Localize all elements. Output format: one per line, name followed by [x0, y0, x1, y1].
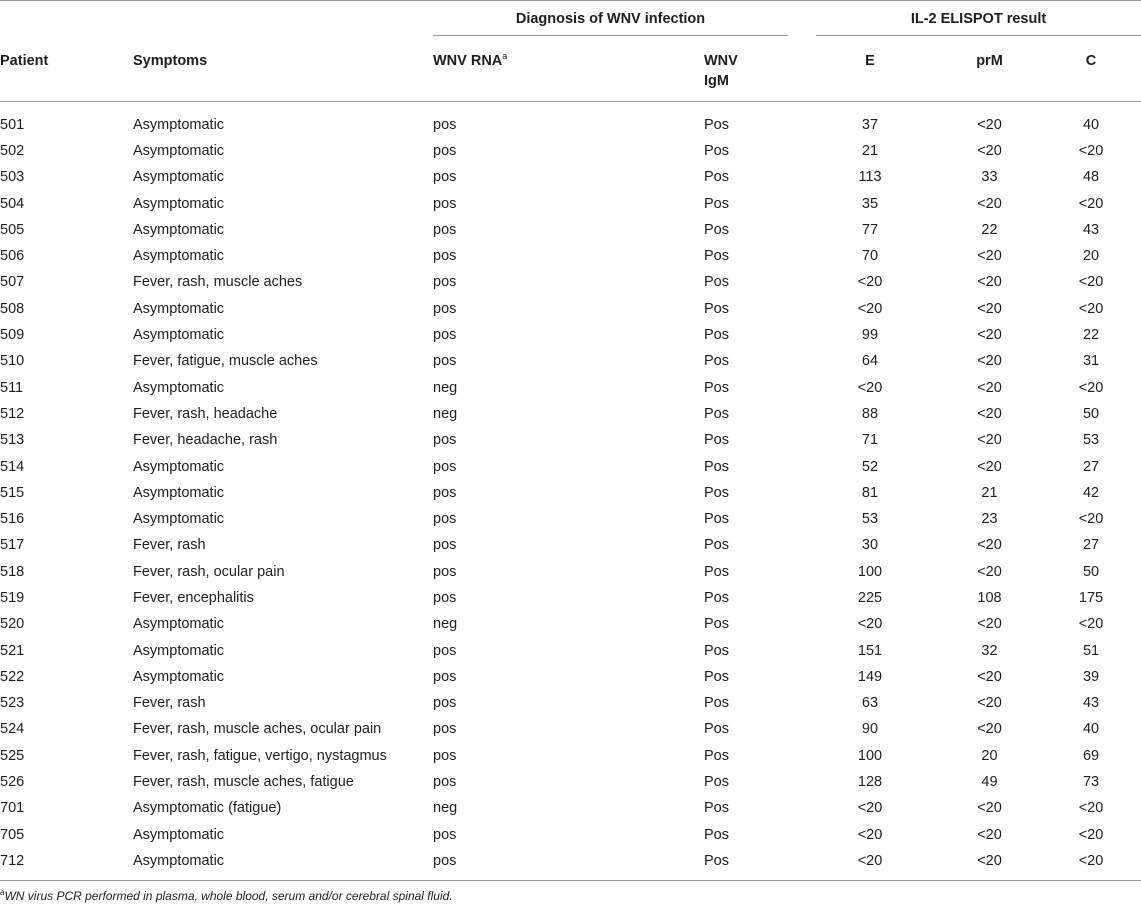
cell-symptoms: Fever, rash, muscle aches, fatigue — [133, 774, 354, 791]
cell-wnv-igm: Pos — [704, 852, 729, 869]
cell-c: <20 — [1078, 852, 1104, 869]
group-diagnosis-label: Diagnosis of WNV infection — [433, 2, 788, 36]
cell-c: <20 — [1078, 379, 1104, 396]
cell-c: 51 — [1082, 642, 1100, 659]
cell-symptoms: Fever, rash — [133, 695, 206, 712]
cell-prm: <20 — [977, 800, 1002, 817]
cell-symptoms: Asymptomatic — [133, 668, 225, 685]
cell-c: <20 — [1078, 511, 1104, 528]
table-row — [0, 296, 1141, 322]
cell-prm: <20 — [977, 432, 1002, 449]
cell-symptoms: Fever, rash, muscle aches — [133, 274, 303, 291]
cell-wnv-rna: pos — [433, 721, 457, 738]
cell-c: <20 — [1078, 800, 1104, 817]
cell-patient: 512 — [0, 405, 25, 422]
cell-prm: 20 — [981, 747, 998, 764]
cell-wnv-rna: pos — [433, 826, 457, 843]
cell-prm: <20 — [977, 563, 1002, 580]
cell-patient: 514 — [0, 458, 25, 475]
table-row — [0, 322, 1141, 348]
cell-prm: <20 — [977, 142, 1002, 159]
cell-patient: 516 — [0, 511, 25, 528]
cell-wnv-igm: Pos — [704, 221, 729, 238]
cell-patient: 504 — [0, 195, 25, 212]
table-row — [0, 743, 1141, 769]
cell-prm: <20 — [977, 668, 1002, 685]
cell-e: 37 — [861, 116, 879, 133]
header-group-elispot — [802, 1, 1141, 38]
cell-symptoms: Asymptomatic — [133, 116, 225, 133]
cell-prm: <20 — [977, 327, 1002, 344]
cell-e: <20 — [857, 300, 883, 317]
cell-wnv-rna: pos — [433, 695, 457, 712]
table-footnote — [0, 889, 453, 903]
cell-c: <20 — [1078, 274, 1104, 291]
cell-symptoms: Asymptomatic — [133, 300, 225, 317]
table-row — [0, 138, 1141, 164]
cell-c: 48 — [1082, 169, 1100, 186]
cell-wnv-rna: pos — [433, 195, 457, 212]
cell-e: 21 — [861, 142, 879, 159]
cell-patient: 515 — [0, 484, 25, 501]
cell-prm: <20 — [977, 248, 1002, 265]
cell-prm: <20 — [977, 195, 1002, 212]
cell-symptoms: Fever, headache, rash — [133, 432, 278, 449]
cell-wnv-igm: Pos — [704, 537, 729, 554]
table-row — [0, 690, 1141, 716]
cell-wnv-rna: pos — [433, 300, 457, 317]
cell-patient: 522 — [0, 668, 25, 685]
cell-e: 88 — [861, 405, 879, 422]
cell-patient: 526 — [0, 774, 25, 791]
table-row — [0, 348, 1141, 374]
cell-c: <20 — [1078, 826, 1104, 843]
cell-wnv-rna: pos — [433, 642, 457, 659]
cell-c: 69 — [1082, 747, 1100, 764]
table-row — [0, 611, 1141, 637]
cell-c: <20 — [1078, 616, 1104, 633]
cell-patient: 524 — [0, 721, 25, 738]
group-elispot-label: IL-2 ELISPOT result — [816, 2, 1141, 36]
cell-patient: 517 — [0, 537, 25, 554]
cell-wnv-rna: pos — [433, 589, 457, 606]
cell-e: 100 — [857, 563, 883, 580]
cell-wnv-rna: pos — [433, 327, 457, 344]
cell-wnv-igm: Pos — [704, 379, 729, 396]
cell-wnv-rna: pos — [433, 248, 457, 265]
table-body — [0, 101, 1141, 881]
cell-e: 35 — [861, 195, 879, 212]
column-header-patient: Patient — [0, 53, 49, 69]
cell-c: 27 — [1082, 537, 1100, 554]
cell-prm: 33 — [981, 169, 998, 186]
cell-wnv-igm: Pos — [704, 616, 729, 633]
cell-patient: 502 — [0, 142, 25, 159]
cell-symptoms: Asymptomatic — [133, 616, 225, 633]
cell-wnv-igm: Pos — [704, 169, 729, 186]
cell-wnv-rna: neg — [433, 800, 458, 817]
cell-wnv-rna: pos — [433, 774, 457, 791]
table-header — [0, 1, 1141, 102]
table-row — [0, 164, 1141, 190]
cell-patient: 705 — [0, 826, 25, 843]
cell-patient: 511 — [0, 379, 24, 396]
cell-prm: <20 — [977, 405, 1002, 422]
cell-wnv-rna: pos — [433, 668, 457, 685]
cell-c: 50 — [1082, 563, 1100, 580]
cell-patient: 506 — [0, 248, 25, 265]
wnv-rna-footnote-marker: a — [502, 51, 508, 62]
table-row — [0, 585, 1141, 611]
cell-wnv-rna: pos — [433, 432, 457, 449]
cell-symptoms: Fever, rash — [133, 537, 206, 554]
cell-c: <20 — [1078, 195, 1104, 212]
cell-e: 63 — [861, 695, 879, 712]
cell-wnv-igm: Pos — [704, 800, 729, 817]
cell-wnv-igm: Pos — [704, 668, 729, 685]
cell-wnv-rna: pos — [433, 274, 457, 291]
column-header-symptoms: Symptoms — [133, 53, 208, 69]
cell-symptoms: Asymptomatic — [133, 511, 225, 528]
wnv-igm-label-line1: WNV — [704, 53, 738, 69]
cell-wnv-igm: Pos — [704, 116, 729, 133]
footnote-text: WN virus PCR performed in plasma, whole blood, serum and/or cerebral spinal fluid. — [4, 889, 453, 903]
cell-wnv-igm: Pos — [704, 774, 729, 791]
cell-c: 42 — [1082, 484, 1100, 501]
cell-wnv-rna: pos — [433, 537, 457, 554]
table-row — [0, 716, 1141, 742]
cell-patient: 701 — [0, 800, 25, 817]
cell-symptoms: Asymptomatic — [133, 484, 225, 501]
cell-c: 43 — [1082, 221, 1100, 238]
header-group-diagnosis — [433, 1, 802, 38]
cell-c: 39 — [1082, 668, 1100, 685]
cell-e: 113 — [858, 169, 882, 186]
cell-symptoms: Asymptomatic — [133, 221, 225, 238]
cell-symptoms: Asymptomatic — [133, 826, 225, 843]
cell-symptoms: Asymptomatic — [133, 852, 225, 869]
cell-symptoms: Fever, rash, fatigue, vertigo, nystagmus — [133, 747, 387, 764]
cell-wnv-rna: neg — [433, 405, 458, 422]
cell-prm: <20 — [977, 721, 1002, 738]
column-header-e: E — [865, 53, 875, 69]
cell-wnv-igm: Pos — [704, 142, 729, 159]
cell-e: 53 — [861, 511, 879, 528]
cell-c: 73 — [1082, 774, 1100, 791]
table-row — [0, 269, 1141, 295]
cell-patient: 518 — [0, 563, 25, 580]
cell-wnv-igm: Pos — [704, 274, 729, 291]
table-row — [0, 190, 1141, 216]
cell-prm: <20 — [977, 379, 1002, 396]
cell-patient: 501 — [0, 116, 25, 133]
cell-wnv-igm: Pos — [704, 511, 729, 528]
table-row — [0, 506, 1141, 532]
header-blank-patient — [0, 1, 133, 38]
cell-wnv-igm: Pos — [704, 353, 729, 370]
cell-prm: <20 — [977, 695, 1002, 712]
cell-c: 43 — [1082, 695, 1100, 712]
cell-patient: 508 — [0, 300, 25, 317]
cell-e: 90 — [861, 721, 879, 738]
table-row — [0, 559, 1141, 585]
cell-wnv-rna: pos — [433, 353, 457, 370]
cell-wnv-igm: Pos — [704, 327, 729, 344]
cell-patient: 521 — [0, 642, 25, 659]
cell-symptoms: Fever, encephalitis — [133, 589, 254, 606]
cell-symptoms: Asymptomatic — [133, 642, 225, 659]
cell-c: 27 — [1082, 458, 1100, 475]
cell-c: 31 — [1082, 353, 1100, 370]
cell-wnv-igm: Pos — [704, 563, 729, 580]
cell-prm: <20 — [977, 116, 1002, 133]
table-row — [0, 532, 1141, 558]
cell-e: <20 — [857, 379, 883, 396]
wnv-igm-label-line2: IgM — [704, 73, 729, 89]
cell-wnv-rna: pos — [433, 458, 457, 475]
cell-patient: 519 — [0, 589, 25, 606]
table-row — [0, 401, 1141, 427]
cell-prm: <20 — [977, 826, 1002, 843]
cell-patient: 510 — [0, 353, 25, 370]
cell-e: 149 — [857, 668, 883, 685]
table-row — [0, 453, 1141, 479]
cell-symptoms: Asymptomatic — [133, 379, 225, 396]
cell-wnv-igm: Pos — [704, 695, 729, 712]
cell-c: <20 — [1078, 300, 1104, 317]
cell-symptoms: Asymptomatic — [133, 169, 225, 186]
wnv-rna-label: WNV RNA — [433, 53, 503, 69]
table-row — [0, 848, 1141, 881]
cell-wnv-igm: Pos — [704, 405, 729, 422]
cell-symptoms: Asymptomatic — [133, 142, 225, 159]
cell-wnv-rna: neg — [433, 616, 458, 633]
cell-wnv-rna: pos — [433, 563, 457, 580]
cell-c: 50 — [1082, 405, 1100, 422]
cell-prm: <20 — [977, 616, 1002, 633]
cell-prm: 21 — [981, 484, 998, 501]
cell-patient: 525 — [0, 747, 25, 764]
cell-wnv-rna: pos — [433, 747, 457, 764]
cell-prm: <20 — [977, 353, 1002, 370]
cell-e: 99 — [861, 327, 879, 344]
cell-symptoms: Asymptomatic — [133, 327, 225, 344]
cell-e: <20 — [857, 800, 883, 817]
cell-prm: 49 — [981, 774, 998, 791]
cell-wnv-rna: pos — [433, 116, 457, 133]
cell-symptoms: Asymptomatic — [133, 458, 225, 475]
column-header-wnv-igm — [704, 37, 802, 101]
cell-c: <20 — [1078, 142, 1104, 159]
column-header-prm: prM — [976, 53, 1003, 69]
cell-patient: 520 — [0, 616, 25, 633]
cell-patient: 513 — [0, 432, 25, 449]
cell-patient: 712 — [0, 852, 25, 869]
cell-wnv-igm: Pos — [704, 248, 729, 265]
cell-e: <20 — [857, 274, 883, 291]
cell-wnv-igm: Pos — [704, 195, 729, 212]
cell-patient: 507 — [0, 274, 25, 291]
cell-patient: 503 — [0, 169, 25, 186]
cell-prm: 32 — [981, 642, 998, 659]
cell-e: 151 — [857, 642, 883, 659]
cell-patient: 505 — [0, 221, 25, 238]
cell-e: 30 — [861, 537, 879, 554]
cell-prm: 23 — [981, 511, 998, 528]
cell-e: 77 — [861, 221, 879, 238]
cell-symptoms: Asymptomatic (fatigue) — [133, 800, 282, 817]
cell-wnv-igm: Pos — [704, 589, 729, 606]
cell-wnv-rna: pos — [433, 484, 457, 501]
table-row — [0, 637, 1141, 663]
cell-prm: <20 — [977, 458, 1002, 475]
cell-c: 53 — [1082, 432, 1100, 449]
cell-e: <20 — [857, 616, 883, 633]
cell-wnv-igm: Pos — [704, 484, 729, 501]
table-row — [0, 795, 1141, 821]
cell-e: <20 — [857, 826, 883, 843]
table-row — [0, 664, 1141, 690]
cell-symptoms: Fever, rash, headache — [133, 405, 278, 422]
table-row — [0, 769, 1141, 795]
cell-symptoms: Fever, fatigue, muscle aches — [133, 353, 318, 370]
cell-prm: <20 — [977, 852, 1002, 869]
cell-patient: 523 — [0, 695, 25, 712]
table-row — [0, 374, 1141, 400]
header-group-row — [0, 1, 1141, 38]
cell-e: 64 — [861, 353, 879, 370]
cell-c: 40 — [1082, 116, 1100, 133]
cell-e: 70 — [861, 248, 879, 265]
cell-prm: 22 — [981, 221, 998, 238]
cell-patient: 509 — [0, 327, 25, 344]
table-row — [0, 101, 1141, 138]
header-column-row — [0, 37, 1141, 101]
cell-wnv-rna: pos — [433, 169, 457, 186]
cell-prm: 108 — [977, 589, 1002, 606]
cell-wnv-igm: Pos — [704, 432, 729, 449]
cell-wnv-rna: pos — [433, 511, 457, 528]
cell-c: 20 — [1082, 248, 1100, 265]
cell-wnv-igm: Pos — [704, 826, 729, 843]
cell-wnv-igm: Pos — [704, 458, 729, 475]
cell-symptoms: Asymptomatic — [133, 195, 225, 212]
cell-c: 22 — [1082, 327, 1100, 344]
table-row — [0, 480, 1141, 506]
cell-symptoms: Asymptomatic — [133, 248, 225, 265]
cell-prm: <20 — [977, 300, 1002, 317]
cell-e: <20 — [857, 852, 883, 869]
header-blank-symptoms — [133, 1, 433, 38]
cell-wnv-rna: pos — [433, 221, 457, 238]
footnote-marker: a — [0, 888, 5, 897]
cell-wnv-igm: Pos — [704, 642, 729, 659]
cell-prm: <20 — [977, 274, 1002, 291]
table-row — [0, 217, 1141, 243]
cell-e: 71 — [861, 432, 879, 449]
cell-e: 128 — [857, 774, 883, 791]
cell-wnv-igm: Pos — [704, 300, 729, 317]
column-header-wnv-rna — [433, 37, 704, 101]
cell-c: 175 — [1078, 589, 1104, 606]
cell-prm: <20 — [977, 537, 1002, 554]
cell-e: 52 — [861, 458, 879, 475]
cell-wnv-rna: neg — [433, 379, 458, 396]
cell-wnv-rna: pos — [433, 852, 457, 869]
cell-wnv-igm: Pos — [704, 721, 729, 738]
column-header-c: C — [1085, 53, 1097, 69]
table-row — [0, 822, 1141, 848]
cell-symptoms: Fever, rash, ocular pain — [133, 563, 285, 580]
cell-e: 81 — [861, 484, 879, 501]
cell-c: 40 — [1082, 721, 1100, 738]
cell-e: 225 — [857, 589, 883, 606]
cell-e: 100 — [857, 747, 883, 764]
cell-wnv-igm: Pos — [704, 747, 729, 764]
cell-symptoms: Fever, rash, muscle aches, ocular pain — [133, 721, 382, 738]
table-row — [0, 427, 1141, 453]
cell-wnv-rna: pos — [433, 142, 457, 159]
table-row — [0, 243, 1141, 269]
